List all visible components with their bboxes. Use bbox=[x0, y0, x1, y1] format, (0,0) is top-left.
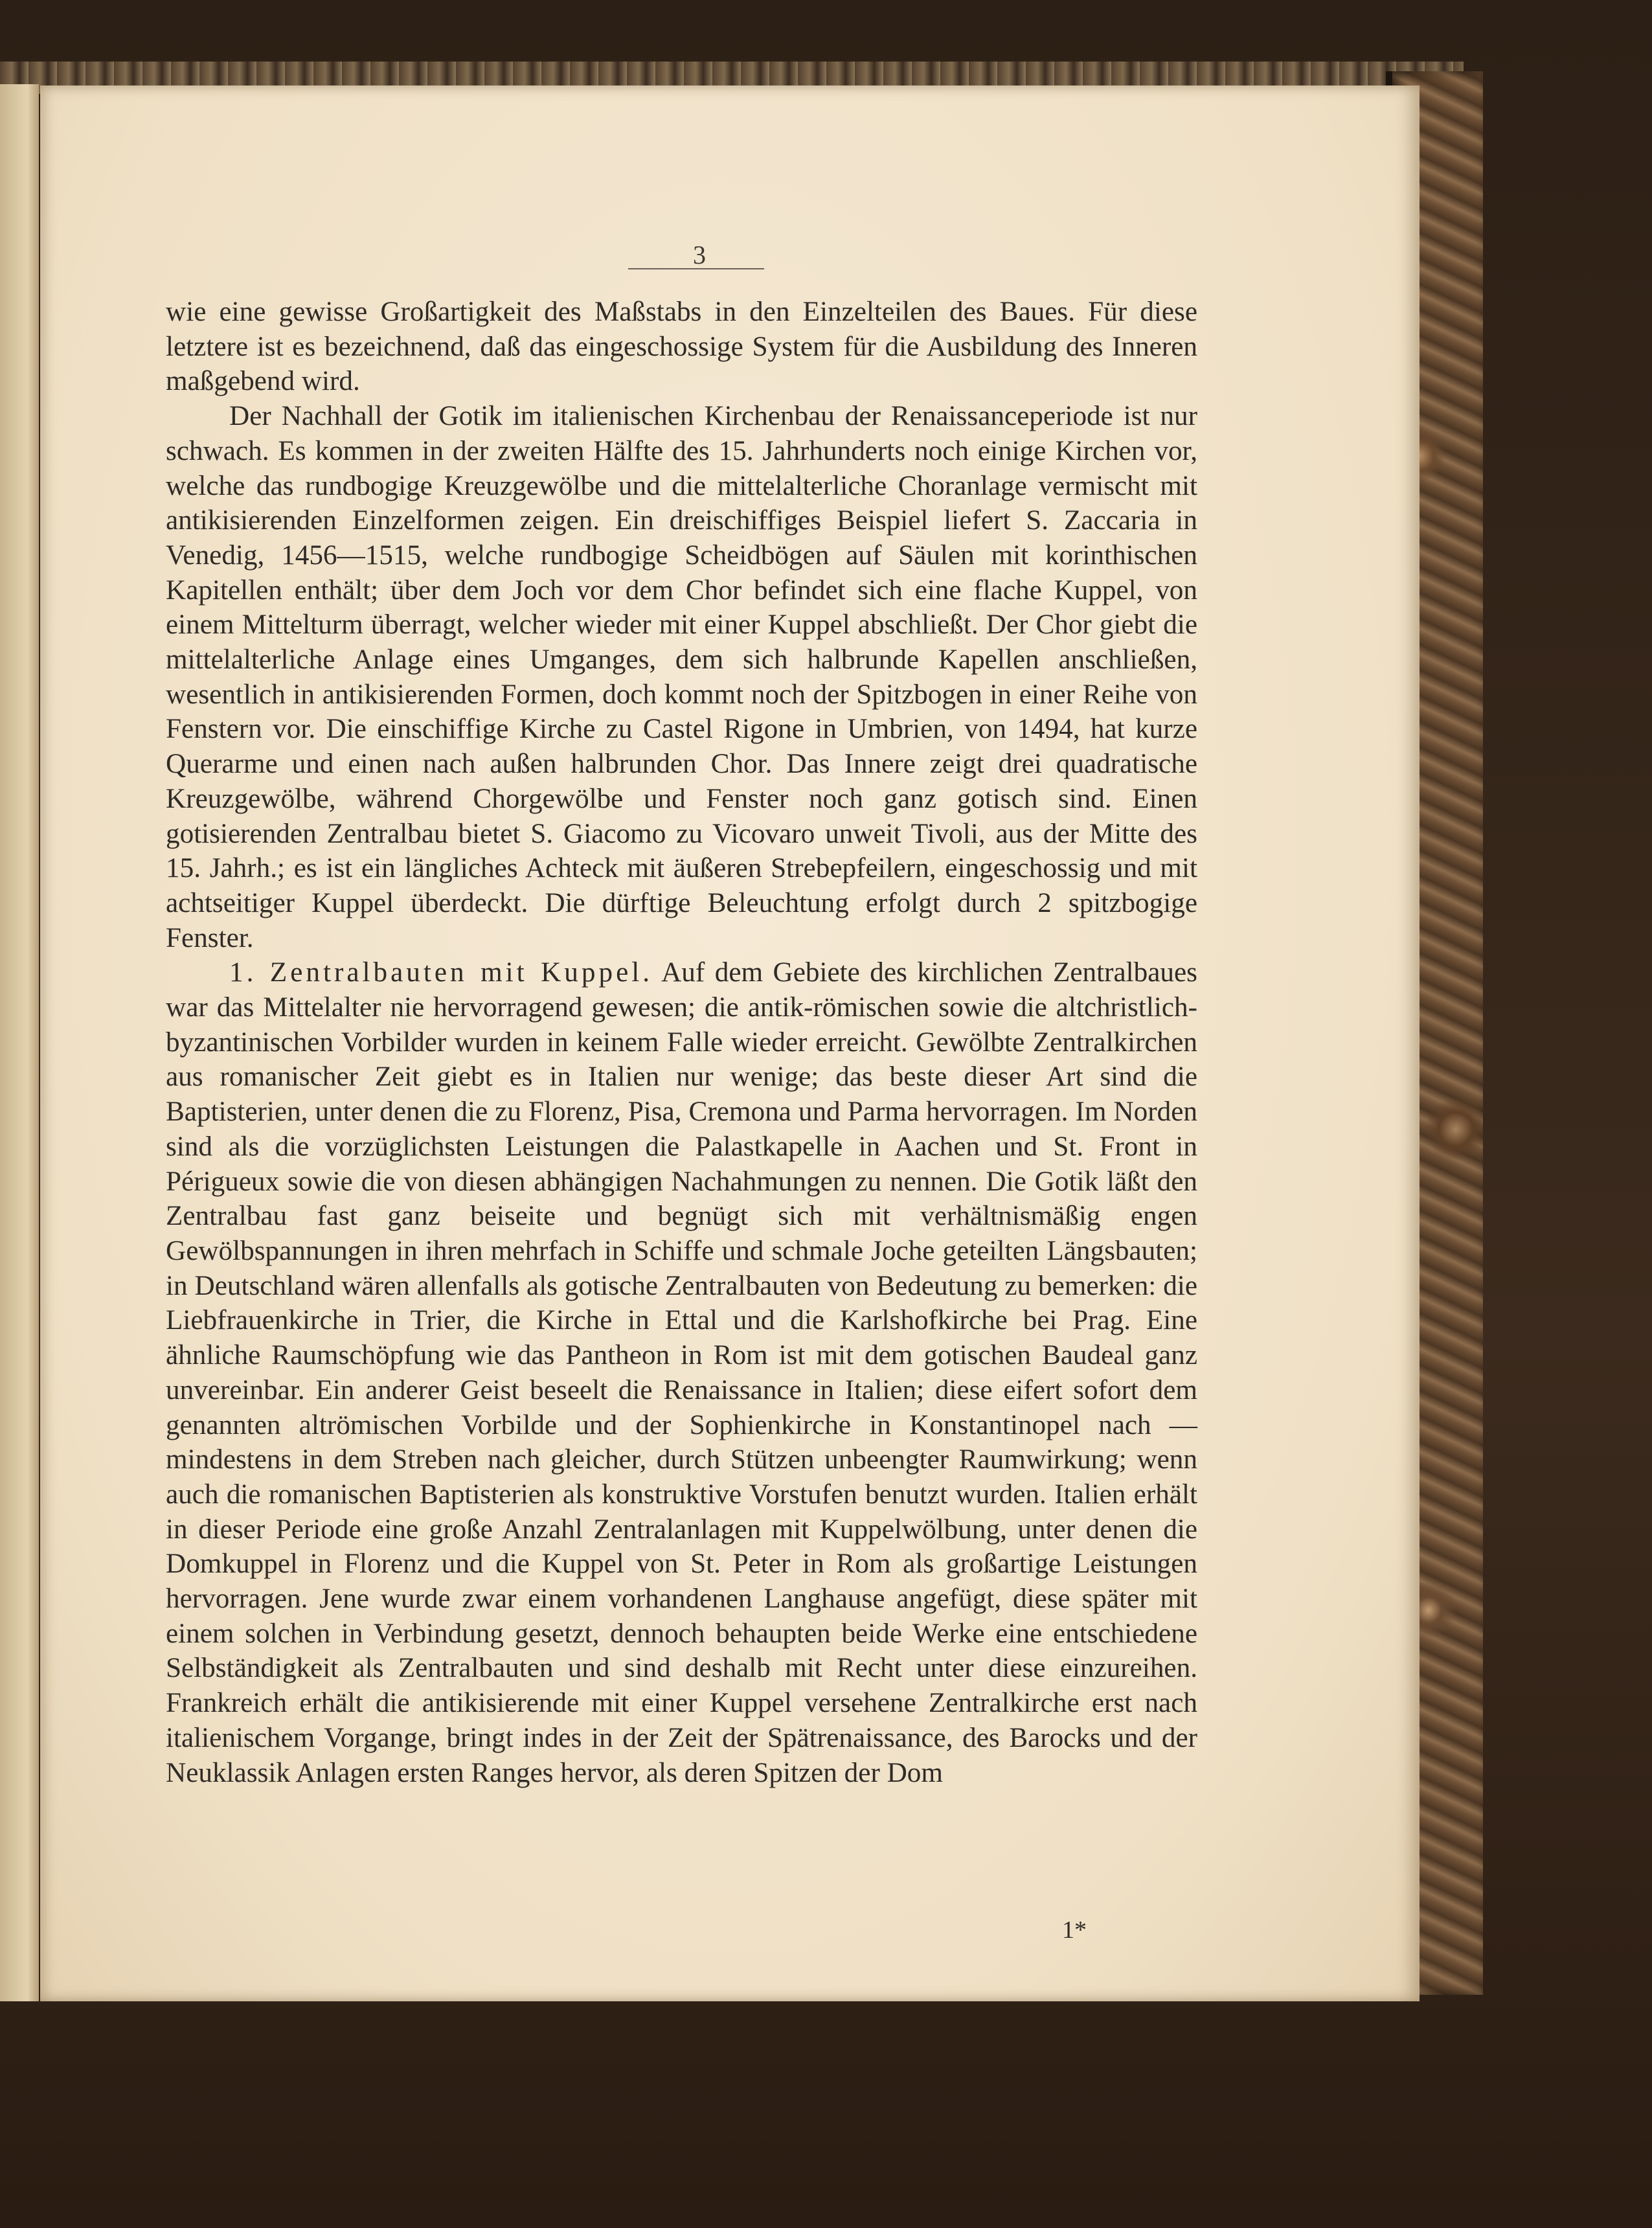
paragraph-1: wie eine gewisse Großartigkeit des Maßstabs in den Einzelteilen des Baues. Für diese letztere ist es bezeichnend, daß das eingeschossige System für die Ausbildung des Inneren maßgebend wird. bbox=[166, 297, 1197, 397]
previous-page-edge bbox=[0, 84, 39, 2001]
paragraph-3-text: Auf dem Gebiete des kirchlichen Zentralbaues war das Mittelalter nie hervorragend gewesen; die antik-römischen sowie die altchristlich-byzantinischen Vorbilder wurden in keinem Falle wieder erreicht. Gewölbte Zentralkirchen aus romanischer Zeit giebt es in Italien nur wenige; das beste dieser Art sind die Baptisterien, unter denen die zu Florenz, Pisa, Cremona und Parma hervorragen. Im Norden sind als die vorzüglichsten Leistungen die Palastkapelle in Aachen und St. Front in Périgueux sowie die von diesen abhängigen Nachahmungen zu nennen. Die Gotik läßt den Zentralbau fast ganz beiseite und begnügt sich mit verhältnismäßig engen Gewölbspannungen in ihren mehrfach in Schiffe und schmale Joche geteilten Längsbauten; in Deutschland wären allenfalls als gotische Zentralbauten von Bedeutung zu bemerken: die Liebfrauenkirche in Trier, die Kirche in Ettal und die Karlshofkirche bei Prag. Eine ähnliche Raumschöpfung wie das Pantheon in Rom ist mit dem gotischen Baudeal ganz unvereinbar. Ein anderer Geist beseelt die Renaissance in Italien; diese eifert sofort dem genannten altrömischen Vorbilde und der Sophienkirche in Konstantinopel nach — mindestens in dem Streben nach gleicher, durch Stützen unbeengter Raumwirkung; wenn auch die romanischen Baptisterien als konstruktive Vorstufen benutzt wurden. Italien erhält in dieser Periode eine große Anzahl Zentralanlagen mit Kuppelwölbung, unter denen die Domkuppel in Florenz und die Kuppel von St. Peter in Rom als großartige Leistungen hervorragen. Jene wurde zwar einem vorhandenen Langhause angefügt, diese später mit einem solchen in Verbindung gesetzt, dennoch behaupten beide Werke eine entschiedene Selbständigkeit als Zentralbauten und sind deshalb mit Recht unter diese einzureihen. Frankreich erhält die antikisierende mit einer Kuppel versehene Zentralkirche erst nach italienischem Vorgange, bringt indes in der Zeit der Spätrenaissance, des Barocks und der Neuklassik Anlagen ersten Ranges hervor, als deren Spitzen der Dom bbox=[166, 957, 1197, 1788]
signature-mark: 1* bbox=[1062, 1916, 1087, 1944]
section-heading: 1. Zentralbauten mit Kuppel. bbox=[229, 957, 653, 988]
page-number: 3 bbox=[693, 240, 706, 269]
paragraph-3 bbox=[166, 955, 1197, 1790]
body-text bbox=[166, 295, 1197, 1790]
paragraph-2: Der Nachhall der Gotik im italienischen Kirchenbau der Renaissanceperiode ist nur schwach. Es kommen in der zweiten Hälfte des 15. Jahrhunderts noch einige Kirchen vor, welche das rundbogige Kreuzgewölbe und die mittelalterliche Choranlage vermischt mit antikisierenden Einzelformen zeigen. Ein dreischiffiges Beispiel liefert S. Zaccaria in Venedig, 1456—1515, welche rundbogige Scheidbögen auf Säulen mit korinthischen Kapitellen enthält; über dem Joch vor dem Chor befindet sich eine flache Kuppel, von einem Mittelturm überragt, welcher wieder mit einer Kuppel abschließt. Der Chor giebt die mittelalterliche Anlage eines Umganges, dem sich halbrunde Kapellen anschließen, wesentlich in antikisierenden Formen, doch kommt noch der Spitzbogen in einer Reihe von Fenstern vor. Die einschiffige Kirche zu Castel Rigone in Umbrien, von 1494, hat kurze Querarme und einen nach außen halbrunden Chor. Das Innere zeigt drei quadratische Kreuzgewölbe, während Chorgewölbe und Fenster noch ganz gotisch sind. Einen gotisierenden Zentralbau bietet S. Giacomo zu Vicovaro unweit Tivoli, aus der Mitte des 15. Jahrh.; es ist ein längliches Achteck mit äußeren Strebepfeilern, eingeschossig und mit achtseitiger Kuppel überdeckt. Die dürftige Beleuchtung erfolgt durch 2 spitzbogige Fenster. bbox=[166, 401, 1197, 953]
header-rule bbox=[628, 268, 764, 269]
